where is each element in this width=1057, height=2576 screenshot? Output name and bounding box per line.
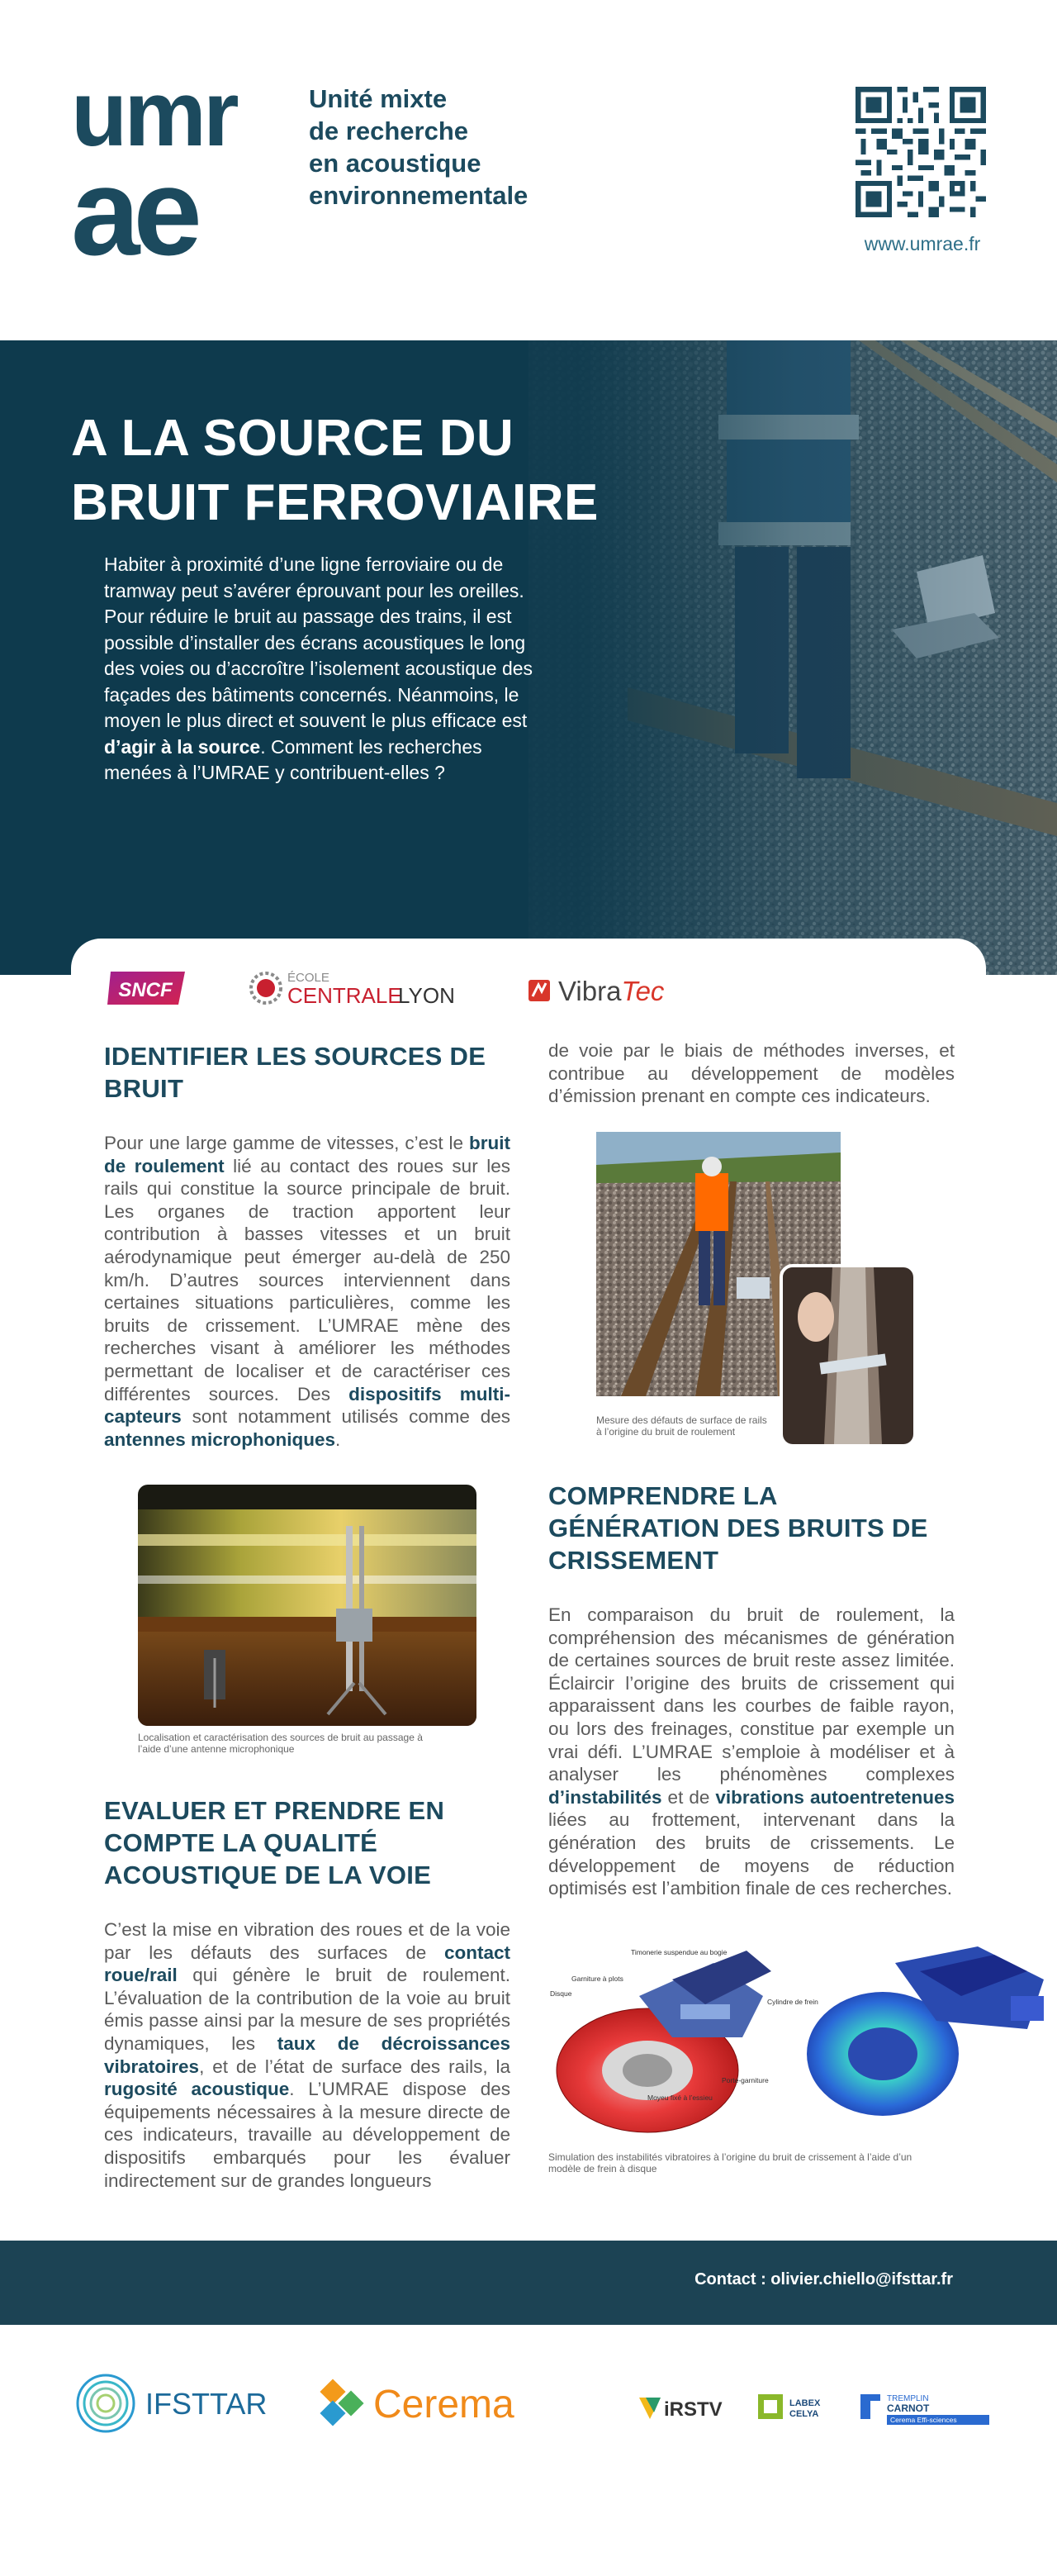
hero-title-line-2: BRUIT FERROVIAIRE bbox=[71, 474, 599, 531]
hero-intro-emphasis: d’agir à la source bbox=[104, 735, 261, 758]
microphone-antenna-photo bbox=[138, 1485, 476, 1726]
vibratec-logo bbox=[528, 975, 735, 1005]
brake-simulation-figure bbox=[548, 1946, 1052, 2143]
cerema-logo bbox=[314, 2366, 562, 2441]
centrale-text: CENTRALE bbox=[287, 983, 402, 1008]
section-identifier-text bbox=[104, 1132, 510, 1451]
sncf-logo bbox=[106, 967, 188, 1010]
institution-logos bbox=[0, 2325, 1057, 2576]
carnot-subtitle: Cerema Effi-sciences bbox=[890, 2416, 957, 2424]
emphasis-term: taux de décroissances vibratoires bbox=[104, 2032, 510, 2077]
irstv-logo bbox=[638, 2391, 737, 2424]
carnot-text: CARNOT bbox=[887, 2403, 930, 2414]
label-timonerie: Timonerie suspendue au bogie bbox=[631, 1948, 728, 1956]
rail-closeup-image bbox=[783, 1267, 913, 1444]
emphasis-term: d’instabilités bbox=[548, 1786, 662, 1808]
hero-banner bbox=[0, 340, 1057, 975]
emphasis-term: antennes microphoniques bbox=[104, 1428, 336, 1450]
section-comprendre-text bbox=[548, 1604, 955, 1900]
qr-code[interactable] bbox=[856, 87, 986, 217]
celya-text: CELYA bbox=[789, 2409, 819, 2419]
section-evaluer-continued-text: de voie par le biais de méthodes inverses, et contribue au développement de modèles d’émission prenant en compte ces indicateurs. bbox=[548, 1040, 955, 1107]
sncf-text: SNCF bbox=[118, 979, 173, 1001]
text-run: , et de l’état de surface des rails, la bbox=[199, 2056, 510, 2077]
rail-measurement-caption: Mesure des défauts de surface de rails à l’origine du bruit de roulement bbox=[596, 1414, 767, 1438]
text-run: . bbox=[335, 1428, 341, 1450]
tremplin-carnot-logo bbox=[859, 2389, 991, 2427]
label-moyeu: Moyeu fixé à l’essieu bbox=[647, 2094, 713, 2102]
label-cylindre: Cylindre de frein bbox=[767, 1998, 818, 2006]
umrae-logo bbox=[71, 79, 287, 261]
hero-intro bbox=[104, 552, 538, 787]
emphasis-term: dispositifs multi-capteurs bbox=[104, 1383, 510, 1428]
label-porte-garniture: Porte-garniture bbox=[722, 2076, 769, 2084]
section-evaluer-text bbox=[104, 1918, 510, 2192]
tram-night-image bbox=[138, 1485, 476, 1726]
rail-closeup-photo bbox=[780, 1264, 917, 1447]
text-run: En comparaison du bruit de roulement, la compréhension des mécanismes de génération de certaines sources de bruit reste assez limitée. Éclaircir l’origine des bruits de crissement qui apparaissent dans les courbes de faible rayon, ou lors des freinages, constitue par exemple un vrai défi. L’UMRAE s’emploie à modéliser et à analyser les phénomènes complexes bbox=[548, 1604, 955, 1785]
hero-intro-part-1: Habiter à proximité d’une ligne ferroviaire ou de tramway peut s’avérer éprouvant pour les oreilles. Pour réduire le bruit au passage des trains, il est possible d’installer des écrans acoustiques le long des voies ou d’accroître l’isolement acoustique des façades des bâtiments concernés. Néanmoins, le moyen le plus direct et souvent le plus efficace est bbox=[104, 554, 533, 731]
section-comprendre bbox=[548, 1480, 955, 1900]
lyon-text: LYON bbox=[398, 983, 455, 1008]
lab-tagline bbox=[309, 83, 528, 211]
header bbox=[0, 0, 1057, 340]
brake-simulation-image bbox=[548, 1946, 1052, 2143]
logo-ae: ae bbox=[71, 142, 196, 261]
tremplin-text: TREMPLIN bbox=[887, 2394, 929, 2403]
emphasis-term: vibrations autoentretenues bbox=[715, 1786, 955, 1808]
labex-celya-logo bbox=[758, 2391, 849, 2424]
hero-intro-part-2: . Comment les recherches menées à l’UMRAE y contribuent-elles ? bbox=[104, 735, 482, 783]
contact-email[interactable]: Contact : olivier.chiello@ifsttar.fr bbox=[694, 2270, 953, 2288]
text-run: liées au frottement, intervenant dans la génération des bruits de crissements. Le développement de moyens de réduction optimisés est l’ambition finale de ces recherches. bbox=[548, 1809, 955, 1899]
emphasis-term: bruit de roulement bbox=[104, 1133, 510, 1176]
text-run: sont notamment utilisés comme des bbox=[181, 1406, 510, 1428]
text-run: et de bbox=[661, 1786, 716, 1808]
label-disque: Disque bbox=[550, 1989, 572, 1998]
section-evaluer-title: EVALUER ET PRENDRE EN COMPTE LA QUALITÉ ACOUSTIQUE DE LA VOIE bbox=[104, 1796, 445, 1889]
hero-title-line-1: A LA SOURCE DU bbox=[71, 410, 514, 467]
irstv-text: iRSTV bbox=[664, 2398, 723, 2421]
tagline-line-1: Unité mixte bbox=[309, 84, 448, 113]
ecole-centrale-lyon-logo bbox=[248, 968, 479, 1008]
text-run: lié au contact des roues sur les rails qui constitue la source principale de bruit. Les organes de traction apportent leur contribution à basses vitesses et un bruit aérodynamique peut émerger au-delà de 250 km/h. D’autres sources interviennent dans certaines situations particulières, comme les bruits de crissement. L’UMRAE mène des recherches visant à améliorer les méthodes permettant de localiser et de caractériser ces différentes sources. Des bbox=[104, 1155, 510, 1404]
text-run: qui génère le bruit de roulement. L’évaluation de la contribution de la voie au bruit émis passe ainsi par la mesure de ses propriétés dynamiques, les bbox=[104, 1965, 510, 2054]
contact-band bbox=[0, 2241, 1057, 2325]
vibra-text: VibraTec bbox=[558, 976, 665, 1005]
ecole-text: ÉCOLE bbox=[287, 971, 329, 985]
brake-simulation-caption: Simulation des instabilités vibratoires à l’origine du bruit de crissement à l’aide d’un modèle de frein à disque bbox=[548, 2151, 912, 2174]
cerema-text: Cerema bbox=[373, 2383, 514, 2426]
section-evaluer-continued bbox=[548, 1039, 955, 1108]
emphasis-term: rugosité acoustique bbox=[104, 2079, 290, 2100]
microphone-antenna-caption: Localisation et caractérisation des sources de bruit au passage à l’aide d’une antenne microphonique bbox=[138, 1732, 423, 1755]
tagline-line-3: en acoustique bbox=[309, 149, 481, 178]
labex-text: LABEX bbox=[789, 2398, 821, 2408]
ifsttar-logo bbox=[71, 2366, 302, 2441]
section-comprendre-title: COMPRENDRE LA GÉNÉRATION DES BRUITS DE CRISSEMENT bbox=[548, 1481, 928, 1575]
emphasis-term: contact roue/rail bbox=[104, 1942, 510, 1986]
tagline-line-2: de recherche bbox=[309, 116, 468, 145]
section-evaluer bbox=[104, 1794, 510, 2192]
ifsttar-text: IFSTTAR bbox=[145, 2387, 268, 2421]
hero-title bbox=[71, 406, 599, 535]
label-garniture: Garniture à plots bbox=[571, 1975, 623, 1983]
website-link[interactable]: www.umrae.fr bbox=[864, 233, 981, 254]
section-identifier-title: IDENTIFIER LES SOURCES DE BRUIT bbox=[104, 1042, 486, 1103]
logo-umr: umr bbox=[71, 79, 236, 165]
section-identifier bbox=[104, 1040, 510, 1451]
text-run: . L’UMRAE dispose des équipements nécessaires à la mesure directe de ces indicateurs, travaille au développement de dispositifs embarqués pour les évaluer indirectement sur de grandes longueurs bbox=[104, 2079, 510, 2191]
text-run: C’est la mise en vibration des roues et de la voie par les défauts des surfaces de bbox=[104, 1919, 510, 1963]
text-run: Pour une large gamme de vitesses, c’est le bbox=[104, 1133, 469, 1153]
tagline-line-4: environnementale bbox=[309, 181, 528, 210]
